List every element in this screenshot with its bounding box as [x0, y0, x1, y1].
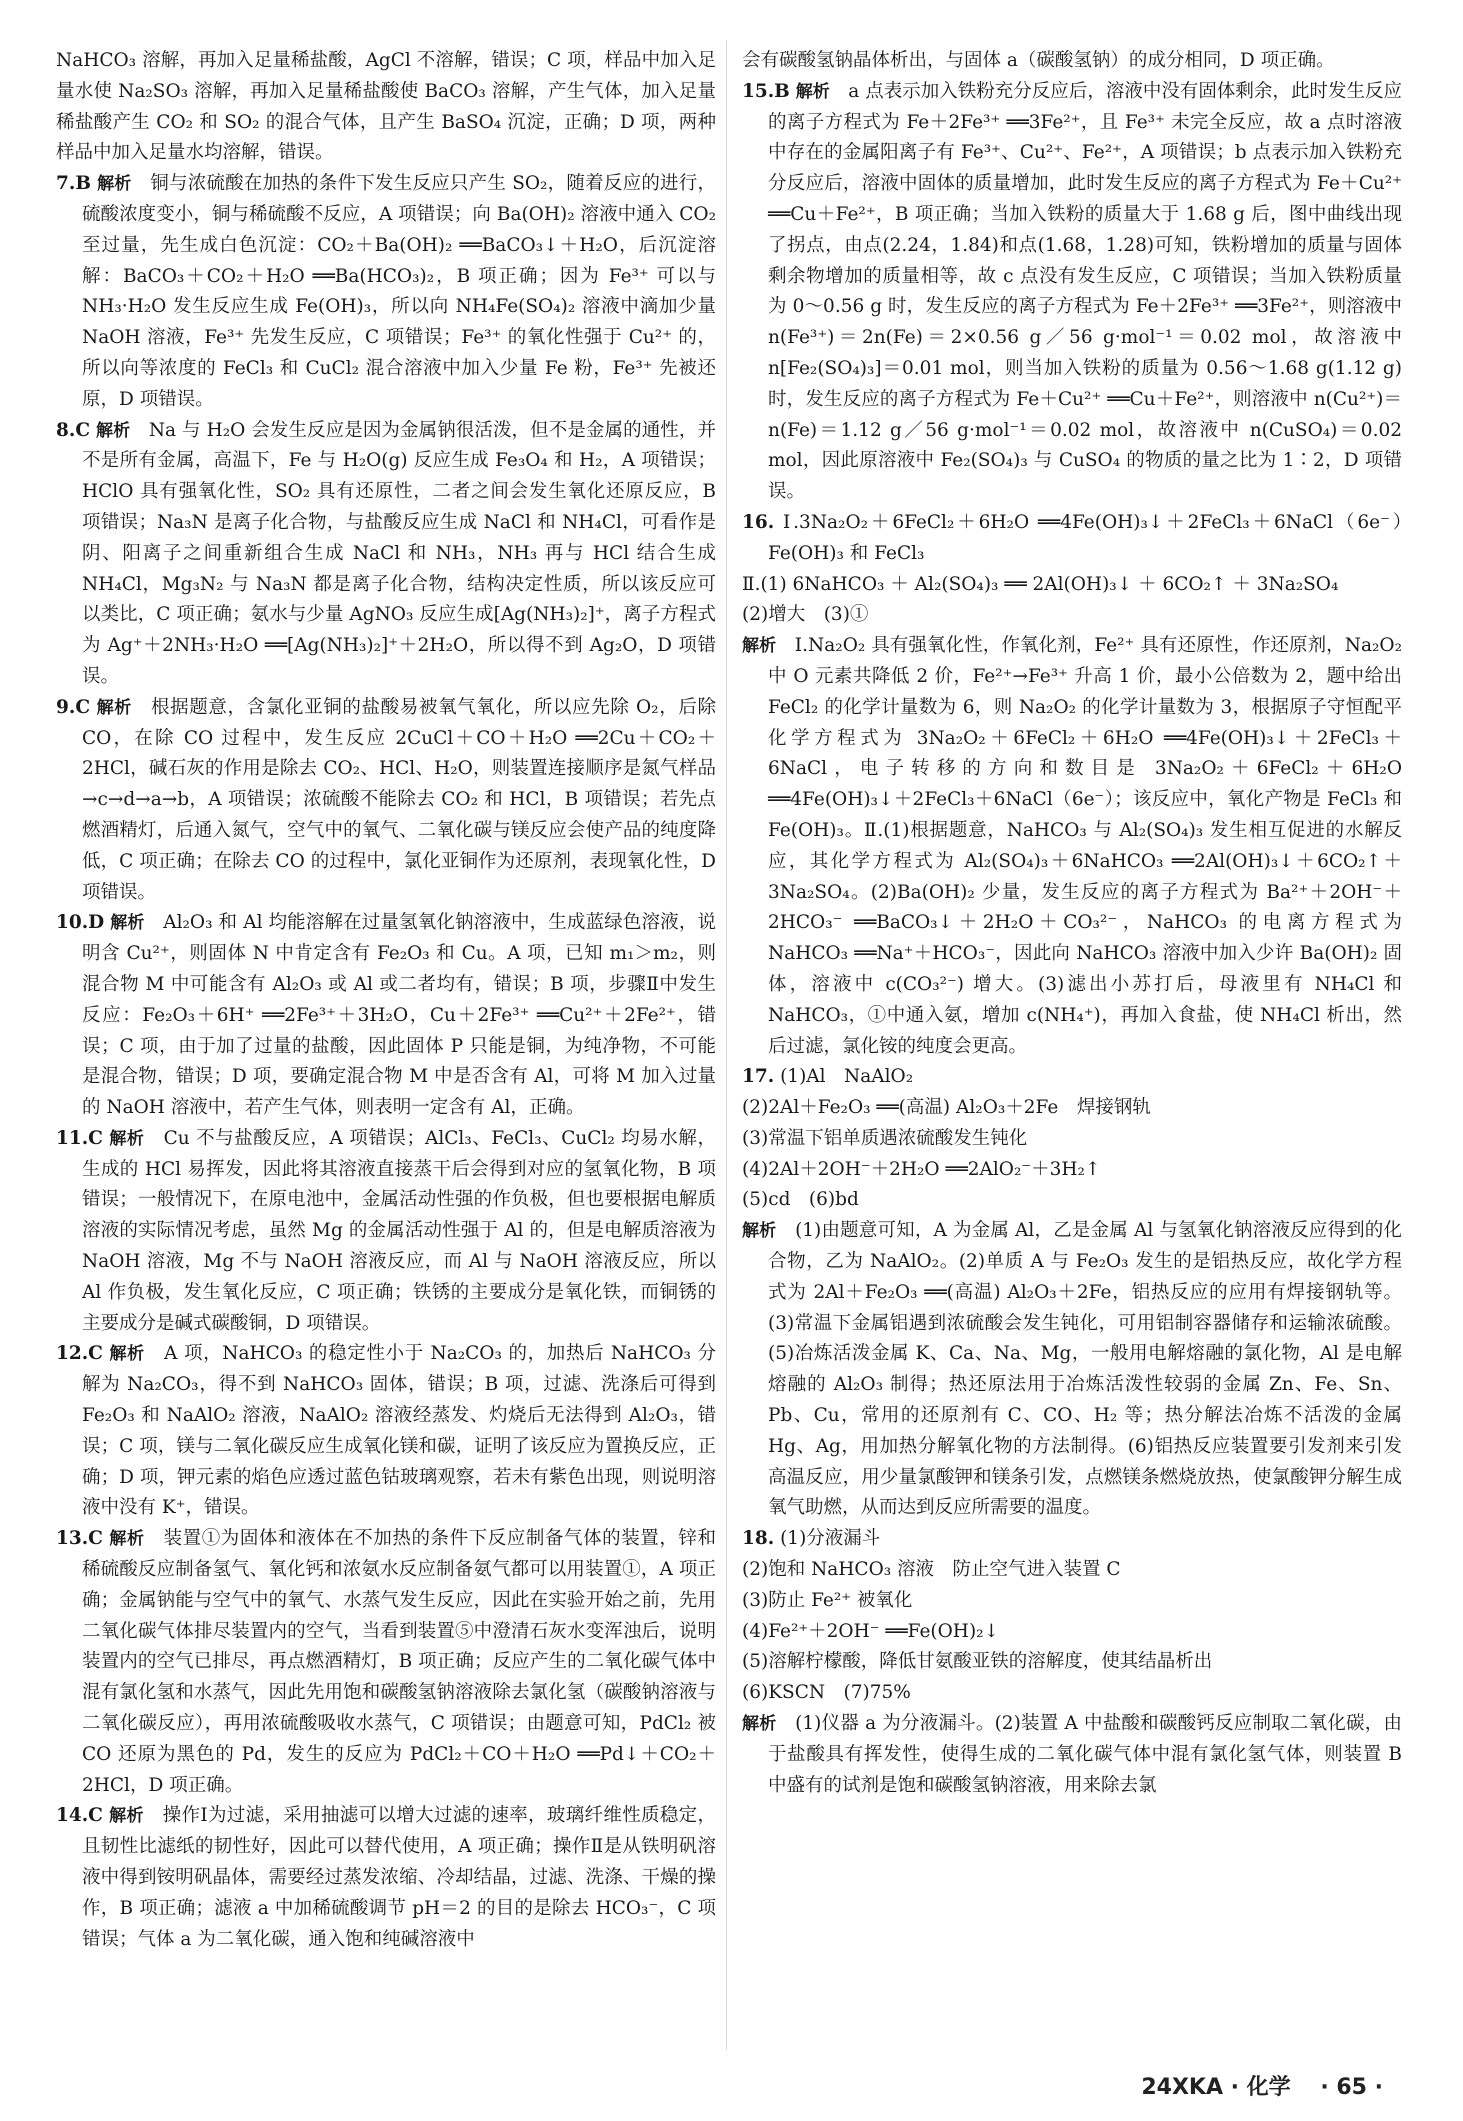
answer-item [742, 631, 1402, 1062]
body-text: (5)溶解柠檬酸，降低甘氨酸亚铁的溶解度，使其结晶析出 [742, 1651, 1213, 1673]
answer-text [742, 1185, 1402, 1216]
body-text: 铜与浓硫酸在加热的条件下发生反应只产生 SO₂，随着反应的进行，硫酸浓度变小，铜与稀硫酸不反应，A 项错误；向 Ba(OH)₂ 溶液中通入 CO₂ 至过量，先生成白色沉淀：CO₂＋Ba(OH)₂ ══BaCO₃↓＋H₂O，后沉淀溶解：BaCO₃＋CO₂＋H₂O ══Ba(HCO₃)₂，B 项正确；因为 Fe³⁺ 可以与 NH₃·H₂O 发生反应生成 Fe(OH)₃，所以向 NH₄Fe(SO₄)₂ 溶液中滴加少量 NaOH 溶液，Fe³⁺ 先发生反应，C 项错误；Fe³⁺ 的氧化性强于 Cu²⁺ 的，所以向等浓度的 FeCl₃ 和 CuCl₂ 混合溶液中加入少量 Fe 粉，Fe³⁺ 先被还原，D 项错误。 [82, 173, 716, 410]
answer-text [742, 1155, 1402, 1186]
body-text: (2)饱和 NaHCO₃ 溶液 防止空气进入装置 C [742, 1559, 1121, 1581]
body-text: 装置①为固体和液体在不加热的条件下反应制备气体的装置，锌和稀硫酸反应制备氢气、氧化钙和浓氨水反应制备氨气都可以用装置①，A 项正确；金属钠能与空气中的氧气、水蒸气发生反应，因此在实验开始之前，先用二氧化碳气体排尽装置内的空气，当看到装置⑤中澄清石灰水变浑浊后，说明装置内的空气已排尽，再点燃酒精灯，B 项正确；反应产生的二氧化碳气体中混有氯化氢和水蒸气，因此先用饱和碳酸氢钠溶液除去氯化氢（碳酸钠溶液与二氧化碳反应），再用浓硫酸吸收水蒸气，C 项错误；由题意可知，PdCl₂ 被 CO 还原为黑色的 Pd，发生的反应为 PdCl₂＋CO＋H₂O ══Pd↓＋CO₂＋2HCl，D 项正确。 [82, 1528, 716, 1796]
answer-item [56, 908, 716, 1124]
answer-text [742, 1617, 1402, 1648]
column-divider [726, 40, 727, 2050]
answer-text [742, 570, 1402, 601]
body-text: Ⅱ.(1) 6NaHCO₃ ＋ Al₂(SO₄)₃ ══ 2Al(OH)₃↓ ＋ 6CO₂↑ ＋ 3Na₂SO₄ [742, 573, 1339, 595]
left-column [56, 46, 716, 1955]
answer-item [56, 169, 716, 415]
body-text: (3)防止 Fe²⁺ 被氧化 [742, 1589, 913, 1611]
answer-item [742, 1216, 1402, 1524]
answer-item [742, 1524, 1402, 1555]
analysis-label: 解析 [97, 174, 132, 195]
question-number: 7.B [56, 173, 91, 195]
question-number: 10.D [56, 912, 105, 934]
answer-text [56, 46, 716, 169]
question-number: 14.C [56, 1805, 103, 1827]
answer-text [742, 1678, 1402, 1709]
question-number: 11.C [56, 1127, 103, 1149]
body-text: 会有碳酸氢钠晶体析出，与固体 a（碳酸氢钠）的成分相同，D 项正确。 [742, 50, 1335, 71]
analysis-label: 解析 [109, 1128, 145, 1149]
question-number: 16. [742, 511, 775, 533]
analysis-label: 解析 [742, 1221, 777, 1242]
answer-item [742, 1709, 1402, 1801]
body-text: (4)Fe²⁺＋2OH⁻ ══Fe(OH)₂↓ [742, 1620, 1000, 1642]
question-number: 15.B [742, 80, 790, 102]
page-footer [1141, 2070, 1383, 2101]
answer-item [742, 77, 1402, 508]
body-text: (1)由题意可知，A 为金属 Al，乙是金属 Al 与氢氧化钠溶液反应得到的化合物，乙为 NaAlO₂。(2)单质 A 与 Fe₂O₃ 发生的是铝热反应，故化学方程式为 2Al＋Fe₂O₃ ══(高温) Al₂O₃＋2Fe，铝热反应的应用有焊接钢轨等。(3)常温下金属铝遇到浓硫酸会发生钝化，可用铝制容器储存和运输浓硫酸。(5)冶炼活泼金属 K、Ca、Na、Mg，一般用电解熔融的氯化物，Al 是电解熔融的 Al₂O₃ 制得；热还原法用于冶炼活泼性较弱的金属 Zn、Fe、Sn、Pb、Cu，常用的还原剂有 C、CO、H₂ 等；热分解法冶炼不活泼的金属 Hg、Ag，用加热分解氧化物的方法制得。(6)铝热反应装置要引发剂来引发高温反应，用少量氯酸钾和镁条引发，点燃镁条燃烧放热，使氯酸钾分解生成氧气助燃，从而达到反应所需要的温度。 [768, 1220, 1402, 1519]
answer-item [56, 1339, 716, 1524]
question-number: 8.C [56, 419, 91, 441]
body-text: (2)2Al＋Fe₂O₃ ══(高温) Al₂O₃＋2Fe 焊接钢轨 [742, 1097, 1151, 1119]
body-text: Al₂O₃ 和 Al 均能溶解在过量氢氧化钠溶液中，生成蓝绿色溶液，说明含 Cu²⁺，则固体 N 中肯定含有 Fe₂O₃ 和 Cu。A 项，已知 m₁＞m₂，则混合物 M 中可能含有 Al₂O₃ 或 Al 或二者均有，错误；B 项，步骤Ⅱ中发生反应：Fe₂O₃＋6H⁺ ══2Fe³⁺＋3H₂O，Cu＋2Fe³⁺ ══Cu²⁺＋2Fe²⁺，错误；C 项，由于加了过量的盐酸，因此固体 P 只能是铜，为纯净物，不可能是混合物，错误；D 项，要确定混合物 M 中是否含有 Al，可将 M 加入过量的 NaOH 溶液中，若产生气体，则表明一定含有 Al，正确。 [82, 912, 716, 1119]
body-text: (1)分液漏斗 [780, 1528, 881, 1550]
question-number: 9.C [56, 696, 91, 718]
body-text: Ⅰ.3Na₂O₂＋6FeCl₂＋6H₂O ══4Fe(OH)₃↓＋2FeCl₃＋6NaCl（6e⁻） Fe(OH)₃ 和 FeCl₃ [768, 511, 1421, 564]
answer-text [742, 1093, 1402, 1124]
analysis-label: 解析 [742, 636, 777, 657]
page-number: · 65 · [1320, 2075, 1383, 2100]
body-text: (1)Al NaAlO₂ [780, 1066, 914, 1088]
answer-item [56, 1124, 716, 1340]
question-number: 12.C [56, 1343, 103, 1365]
analysis-label: 解析 [110, 913, 145, 934]
question-number: 13.C [56, 1528, 103, 1550]
body-text: (1)仪器 a 为分液漏斗。(2)装置 A 中盐酸和碳酸钙反应制取二氧化碳，由于盐酸具有挥发性，使得生成的二氧化碳气体中混有氯化氢气体，则装置 B 中盛有的试剂是饱和碳酸氢钠溶液，用来除去氯 [768, 1713, 1402, 1796]
right-column [742, 46, 1421, 1801]
body-text: 操作Ⅰ为过滤，采用抽滤可以增大过滤的速率，玻璃纤维性质稳定，且韧性比滤纸的韧性好，因此可以替代使用，A 项正确；操作Ⅱ是从铁明矾溶液中得到铵明矾晶体，需要经过蒸发浓缩、冷却结晶，过滤、洗涤、干燥的操作，B 项正确；滤液 a 中加稀硫酸调节 pH＝2 的目的是除去 HCO₃⁻，C 项错误；气体 a 为二氧化碳，通入饱和纯碱溶液中 [82, 1805, 717, 1950]
body-text: (4)2Al＋2OH⁻＋2H₂O ══2AlO₂⁻＋3H₂↑ [742, 1158, 1101, 1180]
answer-item [742, 508, 1421, 570]
answer-text [742, 1124, 1402, 1155]
answer-text [742, 600, 1402, 631]
question-number: 18. [742, 1528, 775, 1550]
analysis-label: 解析 [795, 81, 830, 102]
body-text: (2)增大 (3)① [742, 604, 869, 626]
body-text: NaHCO₃ 溶解，再加入足量稀盐酸，AgCl 不溶解，错误；C 项，样品中加入足量水使 Na₂SO₃ 溶解，再加入足量稀盐酸使 BaCO₃ 溶解，产生气体，加入足量稀盐酸产生 CO₂ 和 SO₂ 的混合气体，且产生 BaSO₄ 沉淀，正确；D 项，两种样品中加入足量水均溶解，错误。 [56, 50, 716, 164]
body-text: Cu 不与盐酸反应，A 项错误；AlCl₃、FeCl₃、CuCl₂ 均易水解，生成的 HCl 易挥发，因此将其溶液直接蒸干后会得到对应的氢氧化物，B 项错误；一般情况下，在原电池中，金属活动性强的作负极，但也要根据电解质溶液的实际情况考虑，虽然 Mg 的金属活动性强于 Al 的，但是电解质溶液为 NaOH 溶液，Mg 不与 NaOH 溶液反应，而 Al 与 NaOH 溶液反应，所以 Al 作负极，发生氧化反应，C 项正确；铁锈的主要成分是氧化铁，而铜锈的主要成分是碱式碳酸铜，D 项错误。 [82, 1127, 716, 1334]
body-text: (3)常温下铝单质遇浓硫酸发生钝化 [742, 1127, 1028, 1149]
body-text: A 项，NaHCO₃ 的稳定性小于 Na₂CO₃ 的，加热后 NaHCO₃ 分解为 Na₂CO₃，得不到 NaHCO₃ 固体，错误；B 项，过滤、洗涤后可得到 Fe₂O₃ 和 NaAlO₂ 溶液，NaAlO₂ 溶液经蒸发、灼烧后无法得到 Al₂O₃，错误；C 项，镁与二氧化碳反应生成氧化镁和碳，证明了该反应为置换反应，正确；D 项，钾元素的焰色应透过蓝色钴玻璃观察，若未有紫色出现，则说明溶液中没有 K⁺，错误。 [82, 1343, 717, 1519]
analysis-label: 解析 [109, 1344, 145, 1365]
answer-item [56, 693, 716, 909]
answer-text [742, 1586, 1402, 1617]
body-text: a 点表示加入铁粉充分反应后，溶液中没有固体剩余，此时发生反应的离子方程式为 Fe＋2Fe³⁺ ══3Fe²⁺，且 Fe³⁺ 未完全反应，故 a 点时溶液中存在的金属阳离子有 Fe³⁺、Cu²⁺、Fe²⁺，A 项错误；b 点表示加入铁粉充分反应后，溶液中固体的质量增加，此时发生反应的离子方程式为 Fe＋Cu²⁺ ══Cu＋Fe²⁺，B 项正确；当加入铁粉的质量大于 1.68 g 后，图中曲线出现了拐点，由点(2.24，1.84)和点(1.68，1.28)可知，铁粉增加的质量与固体剩余物增加的质量相等，故 c 点没有发生反应，C 项错误；当加入铁粉质量为 0～0.56 g 时，发生反应的离子方程式为 Fe＋2Fe³⁺ ══3Fe²⁺，则溶液中 n(Fe³⁺)＝2n(Fe)＝2×0.56 g／56 g·mol⁻¹＝0.02 mol，故溶液中 n[Fe₂(SO₄)₃]＝0.01 mol，则当加入铁粉的质量为 0.56～1.68 g(1.12 g) 时，发生反应的离子方程式为 Fe＋Cu²⁺ ══Cu＋Fe²⁺，则溶液中 n(Cu²⁺)＝n(Fe)＝1.12 g／56 g·mol⁻¹＝0.02 mol，故溶液中 n(CuSO₄)＝0.02 mol，因此原溶液中 Fe₂(SO₄)₃ 与 CuSO₄ 的物质的量之比为 1∶2，D 项错误。 [768, 80, 1402, 503]
answer-text [742, 1555, 1402, 1586]
body-text: Na 与 H₂O 会发生反应是因为金属钠很活泼，但不是金属的通性，并不是所有金属，高温下，Fe 与 H₂O(g) 反应生成 Fe₃O₄ 和 H₂，A 项错误；HClO 具有强氧化性，SO₂ 具有还原性，二者之间会发生氧化还原反应，B 项错误；Na₃N 是离子化合物，与盐酸反应生成 NaCl 和 NH₄Cl，可看作是阴、阳离子之间重新组合生成 NaCl 和 NH₃，NH₃ 再与 HCl 结合生成 NH₄Cl，Mg₃N₂ 与 Na₃N 都是离子化合物，结构决定性质，所以该反应可以类比，C 项正确；氨水与少量 AgNO₃ 反应生成[Ag(NH₃)₂]⁺，离子方程式为 Ag⁺＋2NH₃·H₂O ══[Ag(NH₃)₂]⁺＋2H₂O，所以得不到 Ag₂O，D 项错误。 [82, 419, 716, 687]
answer-text [742, 1647, 1402, 1678]
body-text: (5)cd (6)bd [742, 1189, 859, 1211]
analysis-label: 解析 [96, 697, 132, 718]
body-text: Ⅰ.Na₂O₂ 具有强氧化性，作氧化剂，Fe²⁺ 具有还原性，作还原剂，Na₂O₂ 中 O 元素共降低 2 价，Fe²⁺→Fe³⁺ 升高 1 价，最小公倍数为 2，题中给出 FeCl₂ 的化学计量数为 6，则 Na₂O₂ 的化学计量数为 3，根据原子守恒配平化学方程式为 3Na₂O₂＋6FeCl₂＋6H₂O ══4Fe(OH)₃↓＋2FeCl₃＋6NaCl，电子转移的方向和数目是 3Na₂O₂＋6FeCl₂＋6H₂O ══4Fe(OH)₃↓＋2FeCl₃＋6NaCl（6e⁻）；该反应中，氧化产物是 FeCl₃ 和 Fe(OH)₃。Ⅱ.(1)根据题意，NaHCO₃ 与 Al₂(SO₄)₃ 发生相互促进的水解反应，其化学方程式为 Al₂(SO₄)₃＋6NaHCO₃ ══2Al(OH)₃↓＋6CO₂↑＋3Na₂SO₄。(2)Ba(OH)₂ 少量，发生反应的离子方程式为 Ba²⁺＋2OH⁻＋2HCO₃⁻ ══BaCO₃↓＋2H₂O＋CO₃²⁻，NaHCO₃ 的电离方程式为 NaHCO₃ ══Na⁺＋HCO₃⁻，因此向 NaHCO₃ 溶液中加入少许 Ba(OH)₂ 固体，溶液中 c(CO₃²⁻) 增大。(3)滤出小苏打后，母液里有 NH₄Cl 和 NaHCO₃，①中通入氨，增加 c(NH₄⁺)，再加入食盐，使 NH₄Cl 析出，然后过滤，氯化铵的纯度会更高。 [768, 635, 1402, 1057]
analysis-label: 解析 [96, 420, 131, 441]
question-number: 17. [742, 1066, 775, 1088]
answer-text [742, 46, 1402, 77]
answer-item [56, 416, 716, 693]
answer-item [742, 1062, 1402, 1093]
body-text: 根据题意，含氯化亚铜的盐酸易被氧气氧化，所以应先除 O₂，后除 CO，在除 CO 过程中，发生反应 2CuCl＋CO＋H₂O ══2Cu＋CO₂＋2HCl，碱石灰的作用是除去 CO₂、HCl、H₂O，则装置连接顺序是氮气样品→c→d→a→b，A 项错误；浓硫酸不能除去 CO₂ 和 HCl，B 项错误；若先点燃酒精灯，后通入氮气，空气中的氧气、二氧化碳与镁反应会使产品的纯度降低，C 项正确；在除去 CO 的过程中，氯化亚铜作为还原剂，表现氧化性，D 项错误。 [82, 696, 716, 903]
footer-book-code: 24XKA · 化学 [1141, 2075, 1291, 2100]
answer-item [56, 1524, 716, 1801]
analysis-label: 解析 [109, 1529, 145, 1550]
analysis-label: 解析 [742, 1714, 777, 1735]
analysis-label: 解析 [109, 1806, 144, 1827]
answer-item [56, 1801, 716, 1955]
body-text: (6)KSCN (7)75% [742, 1682, 911, 1704]
